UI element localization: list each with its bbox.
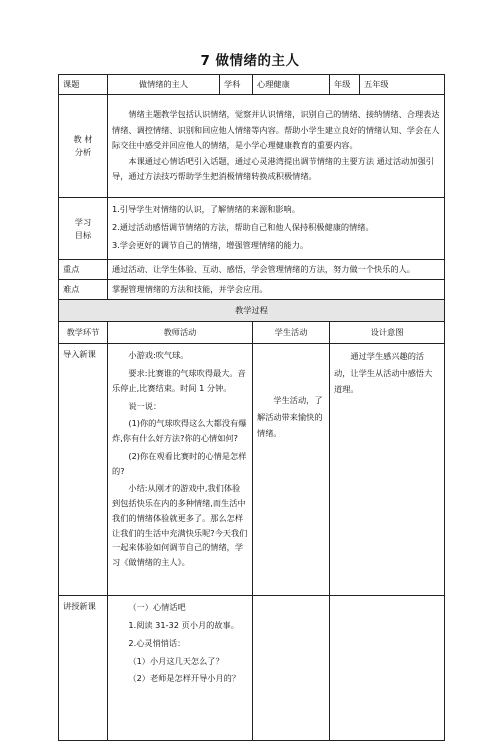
teacher-line: 要求:比赛谁的气球吹得最大。音乐停止,比赛结束。时间 1 分钟。 bbox=[112, 368, 246, 393]
new-lesson-stage: 讲授新课 bbox=[59, 596, 108, 741]
intro-design bbox=[330, 344, 445, 596]
analysis-content bbox=[108, 95, 445, 198]
key-points-row bbox=[59, 260, 445, 280]
process-header: 教学过程 bbox=[59, 300, 445, 322]
teacher-line: 小结:从刚才的游戏中,我们体验到包括快乐在内的多种情绪,而生活中我们的情绪体验就更多了。那么怎样让我们的生活中充满快乐呢?今天我们一起来体验如何调节自己的情绪，学习《做情绪的主人》。 bbox=[112, 483, 248, 568]
teacher-line: (2)你在观看比赛时的心情是怎样的? bbox=[112, 450, 247, 476]
teacher-line: 小游戏:吹气球。 bbox=[128, 350, 189, 361]
grade-value: 五年级 bbox=[360, 75, 445, 95]
intro-teacher bbox=[108, 344, 253, 596]
teacher-line: 说一说： bbox=[128, 400, 162, 411]
analysis-row bbox=[59, 95, 445, 198]
new-lesson-student bbox=[253, 596, 330, 741]
key-points-label: 重点 bbox=[59, 260, 108, 280]
difficult-points-label: 难点 bbox=[59, 280, 108, 300]
subject-label: 学科 bbox=[220, 75, 253, 95]
goal-item: 3.学会更好的调节自己的情绪，增强管理情绪的能力。 bbox=[112, 239, 309, 250]
goal-item: 1.引导学生对情绪的认识，了解情绪的来源和影响。 bbox=[112, 204, 300, 214]
teacher-line: （2）老师是怎样开导小月的？ bbox=[128, 673, 241, 684]
design-intent: 通过学生感兴趣的活动，让学生从活动中感悟大道理。 bbox=[334, 351, 433, 395]
key-points-value: 通过活动、让学生体验、互动、感悟，学会管理情绪的方法，努力做一个快乐的人。 bbox=[108, 260, 445, 280]
analysis-paragraph: 本课通过心情话吧引入话题，通过心灵港湾提出调节情绪的主要方法 通过活动加强引导，通过方法技巧帮助学生把消极情绪转换成积极情绪。 bbox=[112, 155, 434, 182]
process-columns-row bbox=[59, 322, 445, 344]
col-student: 学生活动 bbox=[253, 322, 330, 344]
analysis-label: 教 材 分析 bbox=[59, 95, 108, 198]
lesson-label: 课题 bbox=[59, 75, 108, 95]
lesson-plan-table bbox=[58, 74, 445, 741]
info-row bbox=[59, 75, 445, 95]
student-activity: 学生活动，了解活动带来愉快的情绪。 bbox=[257, 395, 323, 439]
teacher-line: （一）心情话吧 bbox=[128, 602, 186, 613]
goals-content bbox=[108, 198, 445, 260]
intro-student bbox=[253, 344, 330, 596]
teacher-line: 1.阅读 31-32 页小月的故事。 bbox=[128, 620, 239, 631]
goals-label: 学习 目标 bbox=[59, 198, 108, 260]
subject-value: 心理健康 bbox=[253, 75, 330, 95]
grade-label: 年级 bbox=[330, 75, 360, 95]
intro-stage: 导入新课 bbox=[59, 344, 108, 596]
lesson-value: 做情绪的主人 bbox=[108, 75, 220, 95]
teacher-line: （1）小月这几天怎么了？ bbox=[128, 655, 224, 666]
new-lesson-design bbox=[330, 596, 445, 741]
col-stage: 教学环节 bbox=[59, 322, 108, 344]
document-title: 7 做情绪的主人 bbox=[200, 53, 300, 69]
col-design: 设计意图 bbox=[330, 322, 445, 344]
teacher-line: 2.心灵悄悄话： bbox=[128, 637, 186, 648]
new-lesson-teacher bbox=[108, 596, 253, 741]
goals-row bbox=[59, 198, 445, 260]
new-lesson-row bbox=[59, 596, 445, 741]
analysis-paragraph: 情绪主题教学包括认识情绪，觉察并认识情绪，识别自己的情绪、接纳情绪、合理表达情绪、调控情绪、识别和回应他人情绪等内容。帮助小学生建立良好的情绪认知、学会在人际交往中感受并回应他人的情绪，是小学心理健康教育的重要内容。 bbox=[112, 109, 440, 151]
goal-item: 2.通过活动感悟调节情绪的方法，帮助自己和他人保持积极健康的情绪。 bbox=[112, 221, 374, 232]
process-header-row bbox=[59, 300, 445, 322]
teacher-line: (1)你的气球吹得这么大都没有爆炸,你有什么好方法?你的心情如何? bbox=[112, 418, 247, 444]
difficult-points-row bbox=[59, 280, 445, 300]
difficult-points-value: 掌握管理情绪的方法和技能，并学会应用。 bbox=[108, 280, 445, 300]
col-teacher: 教师活动 bbox=[108, 322, 253, 344]
intro-row bbox=[59, 344, 445, 596]
